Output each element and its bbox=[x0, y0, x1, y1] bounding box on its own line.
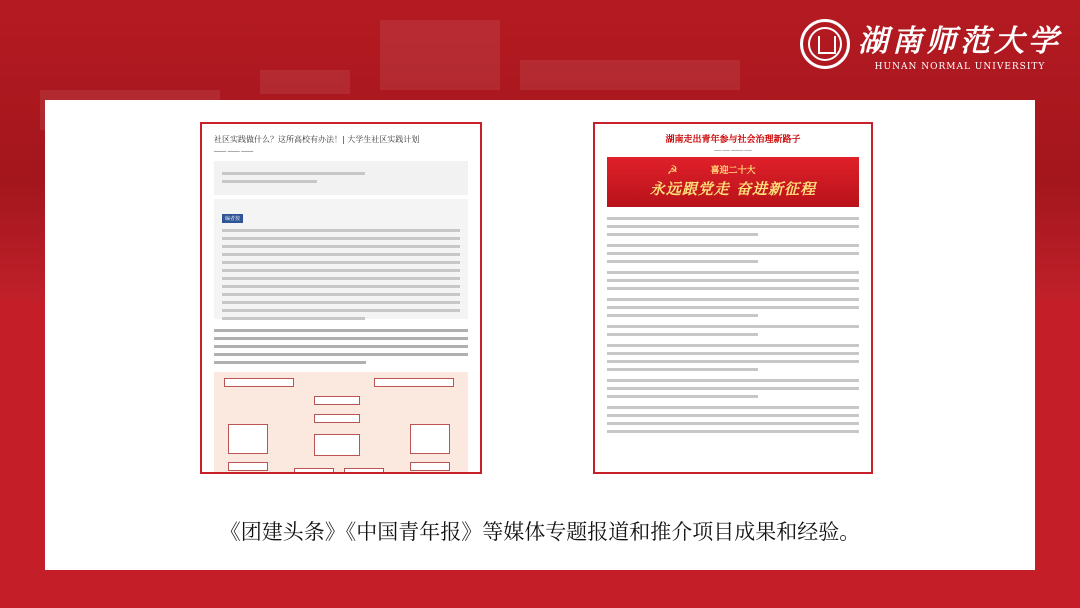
left-article-meta: ━━━━ ━━━━ ━━━━ bbox=[214, 149, 254, 156]
university-seal-icon bbox=[800, 19, 850, 69]
banner-line2: 永远跟党走 奋进新征程 bbox=[649, 180, 817, 198]
bg-building-4 bbox=[260, 70, 350, 94]
article-screenshot-right bbox=[593, 122, 873, 474]
logo-name-cn: 湖南师范大学 bbox=[858, 24, 1062, 59]
editor-tag: 编者按 bbox=[222, 214, 243, 223]
logo-name-en: HUNAN NORMAL UNIVERSITY bbox=[874, 62, 1046, 72]
right-article-banner bbox=[607, 157, 859, 207]
left-article-summary-box bbox=[214, 161, 468, 195]
bg-building-2 bbox=[380, 20, 500, 90]
university-logo bbox=[800, 16, 1062, 72]
party-emblem-icon: ☭ bbox=[667, 163, 678, 177]
left-article-title: 社区实践做什么？这所高校有办法！| 大学生社区实践计划 bbox=[214, 135, 420, 144]
banner-line1: 喜迎二十大 bbox=[710, 166, 756, 176]
bg-building-3 bbox=[520, 60, 740, 90]
article-screenshot-left bbox=[200, 122, 482, 474]
left-article-editor-note bbox=[214, 199, 468, 319]
content-panel bbox=[45, 100, 1035, 570]
left-article-flow-diagram bbox=[214, 372, 468, 474]
slide-caption: 《团建头条》《中国青年报》等媒体专题报道和推介项目成果和经验。 bbox=[219, 520, 861, 544]
right-article-headline: 湖南走出青年参与社会治理新路子 bbox=[665, 135, 801, 145]
right-article-meta: ━━━ ━━━ ━━━━━ ━━━ bbox=[714, 148, 752, 153]
